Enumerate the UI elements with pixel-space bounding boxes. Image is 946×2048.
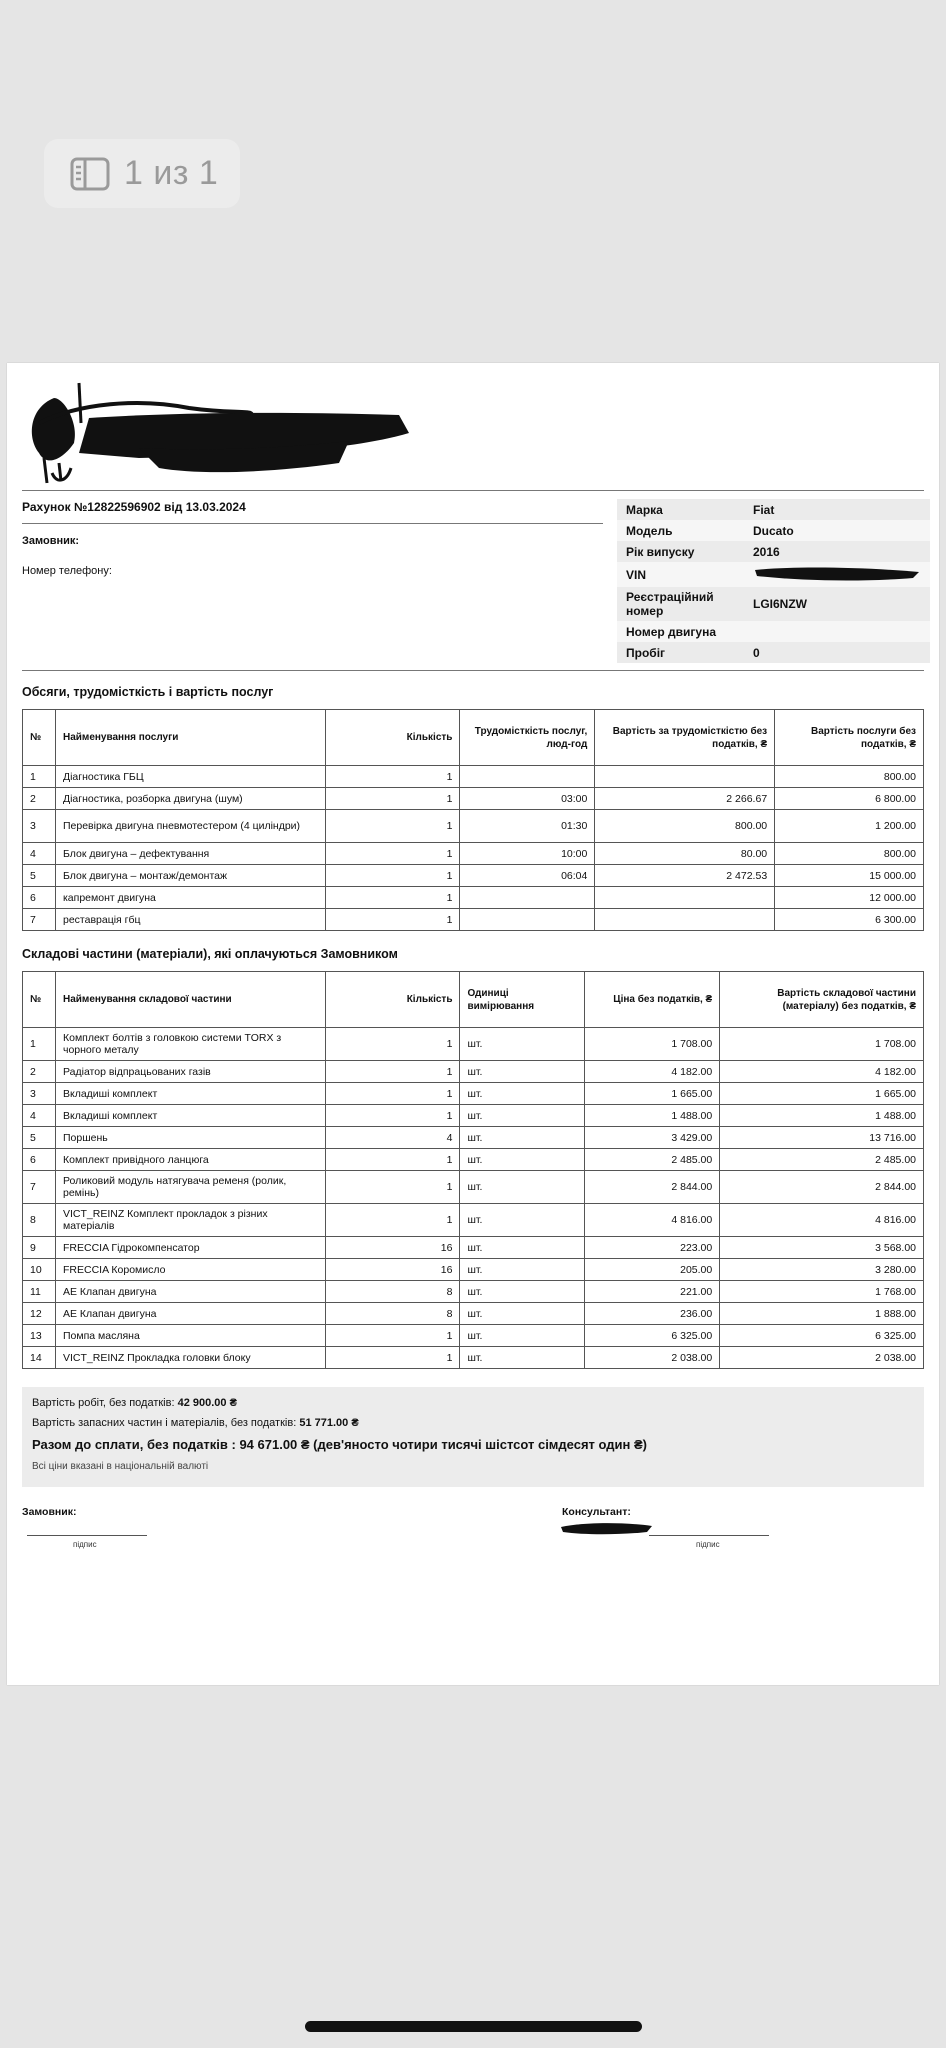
- cell-total: 1 768.00: [720, 1281, 924, 1303]
- cell-no: 3: [23, 1083, 56, 1105]
- table-row: [23, 1171, 924, 1204]
- cell-name: Помпа масляна: [55, 1325, 325, 1347]
- cell-unit: шт.: [460, 1303, 585, 1325]
- cell-qty: 1: [325, 810, 460, 843]
- cell-qty: 1: [325, 843, 460, 865]
- consultant-signature-line: [649, 1535, 769, 1536]
- vehicle-key: Модель: [617, 520, 744, 541]
- sidebar-icon: [70, 157, 110, 191]
- cell-name: Комплект привідного ланцюга: [55, 1149, 325, 1171]
- cell-qty: 8: [325, 1281, 460, 1303]
- customer-signature-caption: підпис: [73, 1540, 97, 1549]
- vehicle-value: LGI6NZW: [744, 587, 930, 621]
- vehicle-row-model: [617, 520, 930, 541]
- cell-unit: шт.: [460, 1325, 585, 1347]
- vehicle-row-brand: [617, 499, 930, 520]
- cell-no: 10: [23, 1259, 56, 1281]
- cell-qty: 1: [325, 865, 460, 887]
- table-row: [23, 1259, 924, 1281]
- cell-labor-cost: 800.00: [595, 810, 775, 843]
- invoice-title-underline: [22, 523, 603, 524]
- cell-no: 9: [23, 1237, 56, 1259]
- cell-price: 1 708.00: [585, 1028, 720, 1061]
- vehicle-key: Реєстраційний номер: [617, 587, 744, 621]
- table-row: [23, 1061, 924, 1083]
- table-row: [23, 1105, 924, 1127]
- cell-hours: 03:00: [460, 788, 595, 810]
- vehicle-row-year: [617, 541, 930, 562]
- cell-total: 4 182.00: [720, 1061, 924, 1083]
- cell-unit: шт.: [460, 1061, 585, 1083]
- cell-qty: 1: [325, 1105, 460, 1127]
- cell-qty: 1: [325, 1028, 460, 1061]
- cell-price: 2 485.00: [585, 1149, 720, 1171]
- cell-hours: [460, 887, 595, 909]
- cell-price: 1 665.00: [585, 1083, 720, 1105]
- cell-name: Блок двигуна – монтаж/демонтаж: [55, 865, 325, 887]
- col-header: Кількість: [325, 710, 460, 766]
- phone-label: Номер телефону:: [22, 565, 112, 577]
- invoice-title: Рахунок №12822596902 від 13.03.2024: [22, 500, 246, 514]
- cell-labor-cost: 80.00: [595, 843, 775, 865]
- page-indicator[interactable]: [44, 139, 240, 208]
- table-row: [23, 1347, 924, 1369]
- cell-name: Діагностика, розборка двигуна (шум): [55, 788, 325, 810]
- cell-qty: 1: [325, 1325, 460, 1347]
- cell-total: 3 280.00: [720, 1259, 924, 1281]
- col-header: Вартість послуги без податків, ₴: [775, 710, 924, 766]
- cell-total: 1 200.00: [775, 810, 924, 843]
- consultant-signature-label: Консультант:: [562, 1506, 631, 1518]
- cell-unit: шт.: [460, 1028, 585, 1061]
- cell-name: AE Клапан двигуна: [55, 1281, 325, 1303]
- cell-no: 4: [23, 1105, 56, 1127]
- col-header: Найменування складової частини: [55, 972, 325, 1028]
- table-row: [23, 810, 924, 843]
- col-header: №: [23, 972, 56, 1028]
- cell-total: 13 716.00: [720, 1127, 924, 1149]
- vehicle-row-plate: [617, 587, 930, 621]
- cell-price: 236.00: [585, 1303, 720, 1325]
- cell-price: 3 429.00: [585, 1127, 720, 1149]
- cell-hours: [460, 766, 595, 788]
- cell-no: 7: [23, 909, 56, 931]
- cell-no: 14: [23, 1347, 56, 1369]
- cell-unit: шт.: [460, 1127, 585, 1149]
- cell-hours: 06:04: [460, 865, 595, 887]
- table-row: [23, 865, 924, 887]
- home-indicator[interactable]: [305, 2021, 642, 2032]
- cell-labor-cost: [595, 766, 775, 788]
- vehicle-key: VIN: [617, 562, 744, 587]
- vin-redaction-mark: [753, 564, 921, 582]
- table-row: [23, 1204, 924, 1237]
- cell-price: 2 038.00: [585, 1347, 720, 1369]
- cell-qty: 1: [325, 1204, 460, 1237]
- cell-qty: 4: [325, 1127, 460, 1149]
- table-row: [23, 1325, 924, 1347]
- cell-name: реставрація гбц: [55, 909, 325, 931]
- cell-qty: 1: [325, 887, 460, 909]
- cell-total: 6 325.00: [720, 1325, 924, 1347]
- cell-labor-cost: [595, 887, 775, 909]
- vehicle-value: [744, 621, 930, 642]
- cell-no: 1: [23, 766, 56, 788]
- cell-qty: 1: [325, 1149, 460, 1171]
- cell-name: Вкладиші комплект: [55, 1083, 325, 1105]
- col-header: Ціна без податків, ₴: [585, 972, 720, 1028]
- cell-qty: 1: [325, 1061, 460, 1083]
- cell-price: 4 182.00: [585, 1061, 720, 1083]
- parts-table: [22, 971, 924, 1369]
- cell-name: Блок двигуна – дефектування: [55, 843, 325, 865]
- consultant-signature-caption: підпис: [696, 1540, 720, 1549]
- currency-note: Всі ціни вказані в національній валюті: [32, 1461, 209, 1472]
- cell-labor-cost: 2 472.53: [595, 865, 775, 887]
- cell-qty: 1: [325, 1171, 460, 1204]
- cell-qty: 16: [325, 1259, 460, 1281]
- work-total-value: 42 900.00 ₴: [177, 1397, 237, 1409]
- cell-price: 205.00: [585, 1259, 720, 1281]
- vehicle-info-table: [617, 499, 930, 663]
- cell-unit: шт.: [460, 1149, 585, 1171]
- cell-name: FRECCIA Коромисло: [55, 1259, 325, 1281]
- cell-total: 6 800.00: [775, 788, 924, 810]
- vehicle-key: Рік випуску: [617, 541, 744, 562]
- parts-title: Складові частини (матеріали), які оплачуються Замовником: [22, 947, 398, 961]
- cell-total: 3 568.00: [720, 1237, 924, 1259]
- cell-total: 2 038.00: [720, 1347, 924, 1369]
- cell-name: Вкладиші комплект: [55, 1105, 325, 1127]
- services-header-row: [23, 710, 924, 766]
- vehicle-row-vin: [617, 562, 930, 587]
- cell-name: Поршень: [55, 1127, 325, 1149]
- cell-unit: шт.: [460, 1083, 585, 1105]
- cell-unit: шт.: [460, 1204, 585, 1237]
- vehicle-value: Ducato: [744, 520, 930, 541]
- cell-total: 2 485.00: [720, 1149, 924, 1171]
- col-header: Трудомісткість послуг, люд-год: [460, 710, 595, 766]
- cell-no: 5: [23, 1127, 56, 1149]
- table-row: [23, 843, 924, 865]
- cell-no: 6: [23, 887, 56, 909]
- cell-name: AE Клапан двигуна: [55, 1303, 325, 1325]
- cell-hours: 01:30: [460, 810, 595, 843]
- col-header: Вартість складової частини (матеріалу) без податків, ₴: [720, 972, 924, 1028]
- cell-no: 8: [23, 1204, 56, 1237]
- parts-total-label: Вартість запасних частин і матеріалів, без податків:: [32, 1417, 297, 1429]
- cell-hours: 10:00: [460, 843, 595, 865]
- vehicle-value: Fiat: [744, 499, 930, 520]
- cell-total: 800.00: [775, 843, 924, 865]
- cell-no: 13: [23, 1325, 56, 1347]
- vehicle-key: Пробіг: [617, 642, 744, 663]
- header-divider: [22, 490, 924, 491]
- cell-price: 1 488.00: [585, 1105, 720, 1127]
- cell-no: 3: [23, 810, 56, 843]
- cell-no: 7: [23, 1171, 56, 1204]
- cell-unit: шт.: [460, 1237, 585, 1259]
- cell-qty: 8: [325, 1303, 460, 1325]
- cell-total: 800.00: [775, 766, 924, 788]
- table-row: [23, 1281, 924, 1303]
- work-total-line: [32, 1397, 914, 1409]
- cell-qty: 1: [325, 1347, 460, 1369]
- cell-total: 1 665.00: [720, 1083, 924, 1105]
- cell-unit: шт.: [460, 1105, 585, 1127]
- cell-price: 2 844.00: [585, 1171, 720, 1204]
- cell-no: 2: [23, 788, 56, 810]
- work-total-label: Вартість робіт, без податків:: [32, 1397, 175, 1409]
- cell-total: 15 000.00: [775, 865, 924, 887]
- table-row: [23, 1028, 924, 1061]
- cell-name: Роликовий модуль натягувача ременя (ролик, ремінь): [55, 1171, 325, 1204]
- table-row: [23, 1237, 924, 1259]
- info-divider: [22, 670, 924, 671]
- cell-no: 5: [23, 865, 56, 887]
- vehicle-row-mileage: [617, 642, 930, 663]
- vehicle-value: 0: [744, 642, 930, 663]
- table-row: [23, 1083, 924, 1105]
- cell-unit: шт.: [460, 1281, 585, 1303]
- services-table: [22, 709, 924, 931]
- cell-price: 221.00: [585, 1281, 720, 1303]
- cell-name: Діагностика ГБЦ: [55, 766, 325, 788]
- col-header: Кількість: [325, 972, 460, 1028]
- cell-labor-cost: [595, 909, 775, 931]
- cell-name: VICT_REINZ Комплект прокладок з різних матеріалів: [55, 1204, 325, 1237]
- col-header: Вартість за трудомісткістю без податків, ₴: [595, 710, 775, 766]
- cell-labor-cost: 2 266.67: [595, 788, 775, 810]
- customer-signature-label: Замовник:: [22, 1506, 77, 1518]
- table-row: [23, 788, 924, 810]
- cell-total: 1 708.00: [720, 1028, 924, 1061]
- vehicle-row-engine: [617, 621, 930, 642]
- cell-unit: шт.: [460, 1347, 585, 1369]
- parts-total-value: 51 771.00 ₴: [299, 1417, 359, 1429]
- cell-price: 223.00: [585, 1237, 720, 1259]
- customer-label: Замовник:: [22, 535, 80, 547]
- col-header: Найменування послуги: [55, 710, 325, 766]
- cell-name: VICT_REINZ Прокладка головки блоку: [55, 1347, 325, 1369]
- cell-price: 6 325.00: [585, 1325, 720, 1347]
- col-header: №: [23, 710, 56, 766]
- redacted-logo: [19, 363, 419, 493]
- cell-total: 2 844.00: [720, 1171, 924, 1204]
- vehicle-key: Марка: [617, 499, 744, 520]
- table-row: [23, 766, 924, 788]
- cell-no: 11: [23, 1281, 56, 1303]
- vehicle-vin-value: [744, 562, 930, 587]
- table-row: [23, 909, 924, 931]
- cell-price: 4 816.00: [585, 1204, 720, 1237]
- cell-no: 6: [23, 1149, 56, 1171]
- cell-qty: 1: [325, 766, 460, 788]
- table-row: [23, 1127, 924, 1149]
- cell-hours: [460, 909, 595, 931]
- cell-unit: шт.: [460, 1259, 585, 1281]
- table-row: [23, 887, 924, 909]
- cell-qty: 1: [325, 1083, 460, 1105]
- cell-no: 4: [23, 843, 56, 865]
- cell-no: 12: [23, 1303, 56, 1325]
- table-row: [23, 1303, 924, 1325]
- cell-name: капремонт двигуна: [55, 887, 325, 909]
- cell-unit: шт.: [460, 1171, 585, 1204]
- vehicle-key: Номер двигуна: [617, 621, 744, 642]
- cell-name: Комплект болтів з головкою системи TORX з чорного металу: [55, 1028, 325, 1061]
- cell-name: Перевірка двигуна пневмотестером (4 циліндри): [55, 810, 325, 843]
- cell-name: Радіатор відпрацьованих газів: [55, 1061, 325, 1083]
- cell-name: FRECCIA Гідрокомпенсатор: [55, 1237, 325, 1259]
- cell-no: 2: [23, 1061, 56, 1083]
- table-row: [23, 1149, 924, 1171]
- page-indicator-label: 1 из 1: [124, 154, 219, 192]
- cell-total: 1 888.00: [720, 1303, 924, 1325]
- col-header: Одиниці вимірювання: [460, 972, 585, 1028]
- grand-total: Разом до сплати, без податків : 94 671.00 ₴ (дев'яносто чотири тисячі шістсот сімдесят один ₴): [32, 1437, 648, 1452]
- cell-total: 12 000.00: [775, 887, 924, 909]
- cell-no: 1: [23, 1028, 56, 1061]
- cell-total: 1 488.00: [720, 1105, 924, 1127]
- vehicle-value: 2016: [744, 541, 930, 562]
- invoice-page: [7, 363, 939, 1685]
- cell-qty: 1: [325, 788, 460, 810]
- services-title: Обсяги, трудомісткість і вартість послуг: [22, 685, 274, 699]
- cell-qty: 1: [325, 909, 460, 931]
- totals-block: [22, 1387, 924, 1487]
- cell-qty: 16: [325, 1237, 460, 1259]
- parts-header-row: [23, 972, 924, 1028]
- customer-signature-line: [27, 1535, 147, 1536]
- cell-total: 4 816.00: [720, 1204, 924, 1237]
- consultant-signature-redaction: [559, 1520, 654, 1536]
- cell-total: 6 300.00: [775, 909, 924, 931]
- parts-total-line: [32, 1417, 914, 1429]
